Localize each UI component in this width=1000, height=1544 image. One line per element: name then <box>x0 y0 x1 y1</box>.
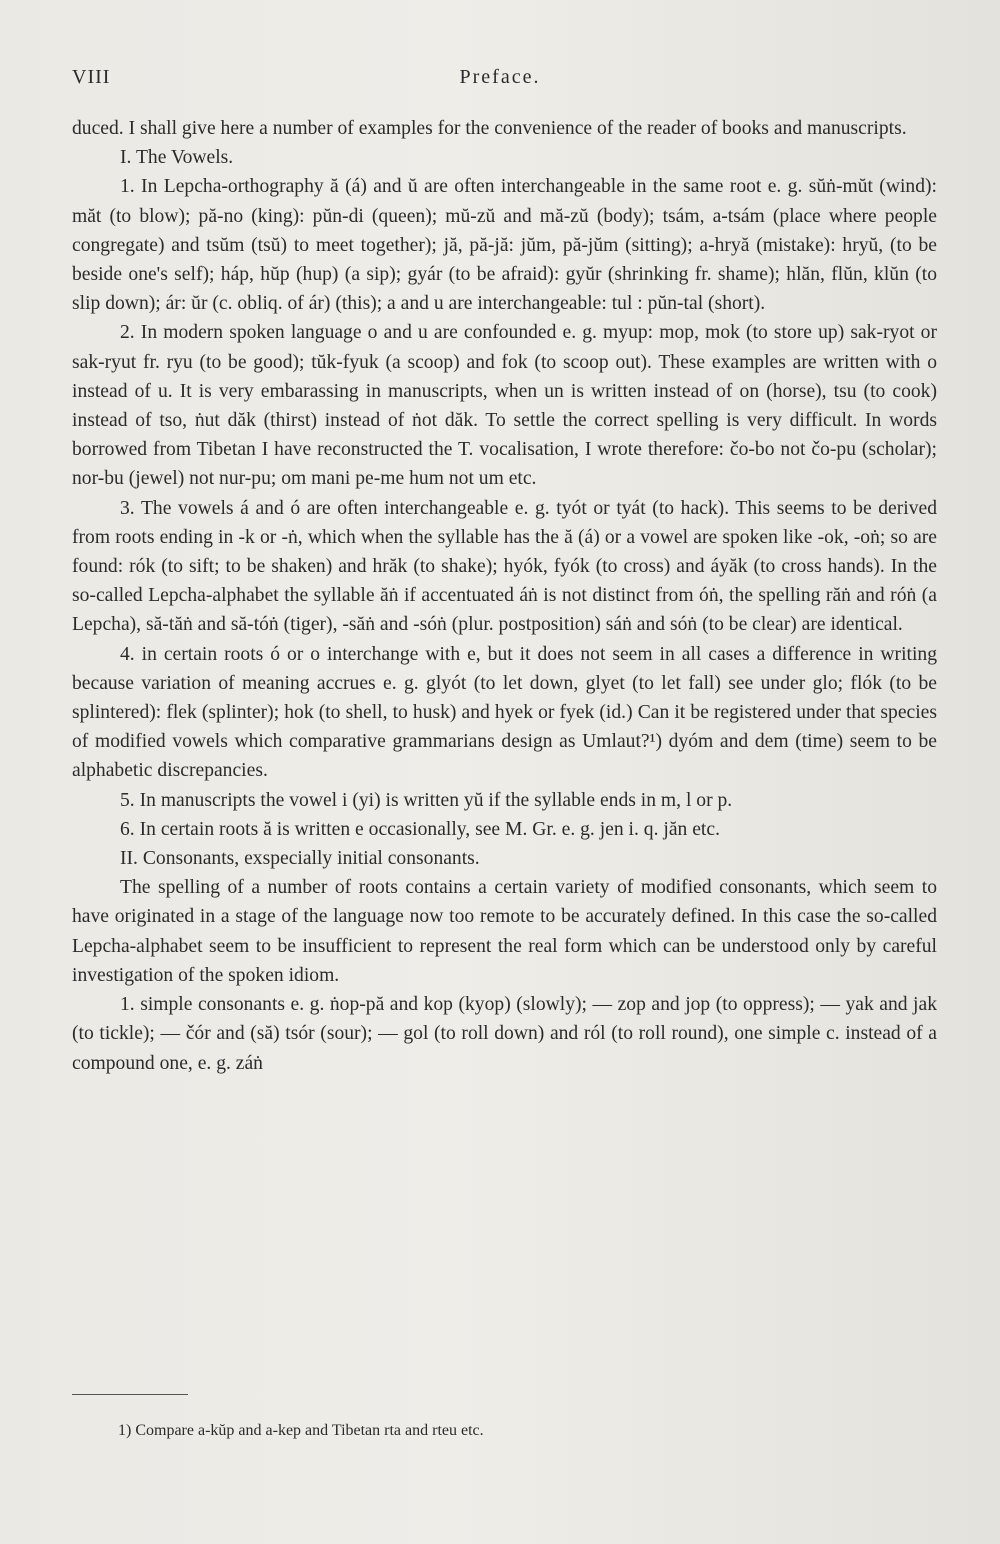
paragraph: duced. I shall give here a number of examples for the convenience of the reader of books and manuscripts. <box>72 118 907 139</box>
running-header <box>72 66 928 94</box>
footnote: 1) Compare a-kŭp and a-kep and Tibetan rta and rteu etc. <box>118 1422 484 1439</box>
running-title: Preface. <box>459 66 541 88</box>
body-text <box>72 114 937 1078</box>
paragraph: 3. The vowels á and ó are often interchangeable e. g. tyót or tyát (to hack). This seems to be derived from roots ending in -k or -ṅ, which when the syllable has the ă (á) or a vowel are spoken like -ok, -oṅ; so are found: rók (to sift; to be shaken) and hrăk (to shake); hyók, fyók (to cross) and áyăk (to cross hands). In the so-called Lepcha-alphabet the syllable ăṅ if accentuated áṅ is not distinct from óṅ, the spelling răṅ and róṅ (a Lepcha), să-tăṅ and să-tóṅ (tiger), -săṅ and -sóṅ (plur. postposition) sáṅ and sóṅ (to be clear) are identical. <box>72 497 937 636</box>
paragraph: 6. In certain roots ă is written e occasionally, see M. Gr. e. g. jen i. q. jăn etc. <box>120 818 720 840</box>
page-number: VIII <box>72 66 111 88</box>
paragraph: 1. In Lepcha-orthography ă (á) and ŭ are often interchangeable in the same root e. g. sŭṅ-mŭt (wind): măt (to blow); pă-no (king): pŭn-di (queen); mŭ-zŭ and mă-zŭ (body); tsám, a-tsám (place where people congregate) and tsŭm (tsŭ) to meet together); jă, pă-jă: jŭm, pă-jŭm (sitting); a-hryă (mistake): hryŭ, (to be beside one's self); háp, hŭp (hup) (a sip); gyár (to be afraid): gyŭr (shrinking fr. shame); hlăn, flŭn, klŭn (to slip down); ár: ŭr (c. obliq. of ár) (this); a and u are interchangeable: tul : pŭn-tal (short). <box>72 176 937 315</box>
paragraph: 5. In manuscripts the vowel i (yi) is written yŭ if the syllable ends in m, l or p. <box>120 789 733 811</box>
paragraph: 4. in certain roots ó or o interchange with e, but it does not seem in all cases a difference in writing because variation of meaning accrues e. g. glyót (to let down, glyet (to let fall) see under glo; flók (to be splintered): flek (splinter); hok (to shell, to husk) and hyek or fyek (id.) Can it be registered under that species of modified vowels which comparative grammarians design as Umlaut?¹) dyóm and dem (time) seem to be alphabetic discrepancies. <box>72 643 937 782</box>
footnote-rule <box>72 1394 188 1395</box>
paragraph: 1. simple consonants e. g. ṅop-pă and kop (kyop) (slowly); — zop and jop (to oppress); — yak and jak (to tickle); — čór and (să) tsór (sour); — gol (to roll down) and ról (to roll round), one simple c. instead of a compound one, e. g. záṅ <box>72 994 937 1074</box>
section-heading-vowels: I. The Vowels. <box>120 147 234 169</box>
section-heading-consonants: II. Consonants, exspecially initial consonants. <box>120 848 480 870</box>
paragraph: The spelling of a number of roots contains a certain variety of modified consonants, which seem to have originated in a stage of the language now too remote to be accurately defined. In this case the so-called Lepcha-alphabet seem to be insufficient to represent the real form which can be understood only by careful investigation of the spoken idiom. <box>72 877 937 986</box>
paragraph: 2. In modern spoken language o and u are confounded e. g. myup: mop, mok (to store up) sak-ryot or sak-ryut fr. ryu (to be good); tŭk-fyuk (a scoop) and fok (to scoop out). These examples are written with o instead of u. It is very embarassing in manuscripts, when un is written instead of on (horse), tsu (to cook) instead of tso, ṅut dăk (thirst) instead of ṅot dăk. To settle the correct spelling is very difficult. In words borrowed from Tibetan I have reconstructed the T. vocalisation, I wrote therefore: čo-bo not čo-pu (scholar); nor-bu (jewel) not nur-pu; om mani pe-me hum not um etc. <box>72 322 937 490</box>
